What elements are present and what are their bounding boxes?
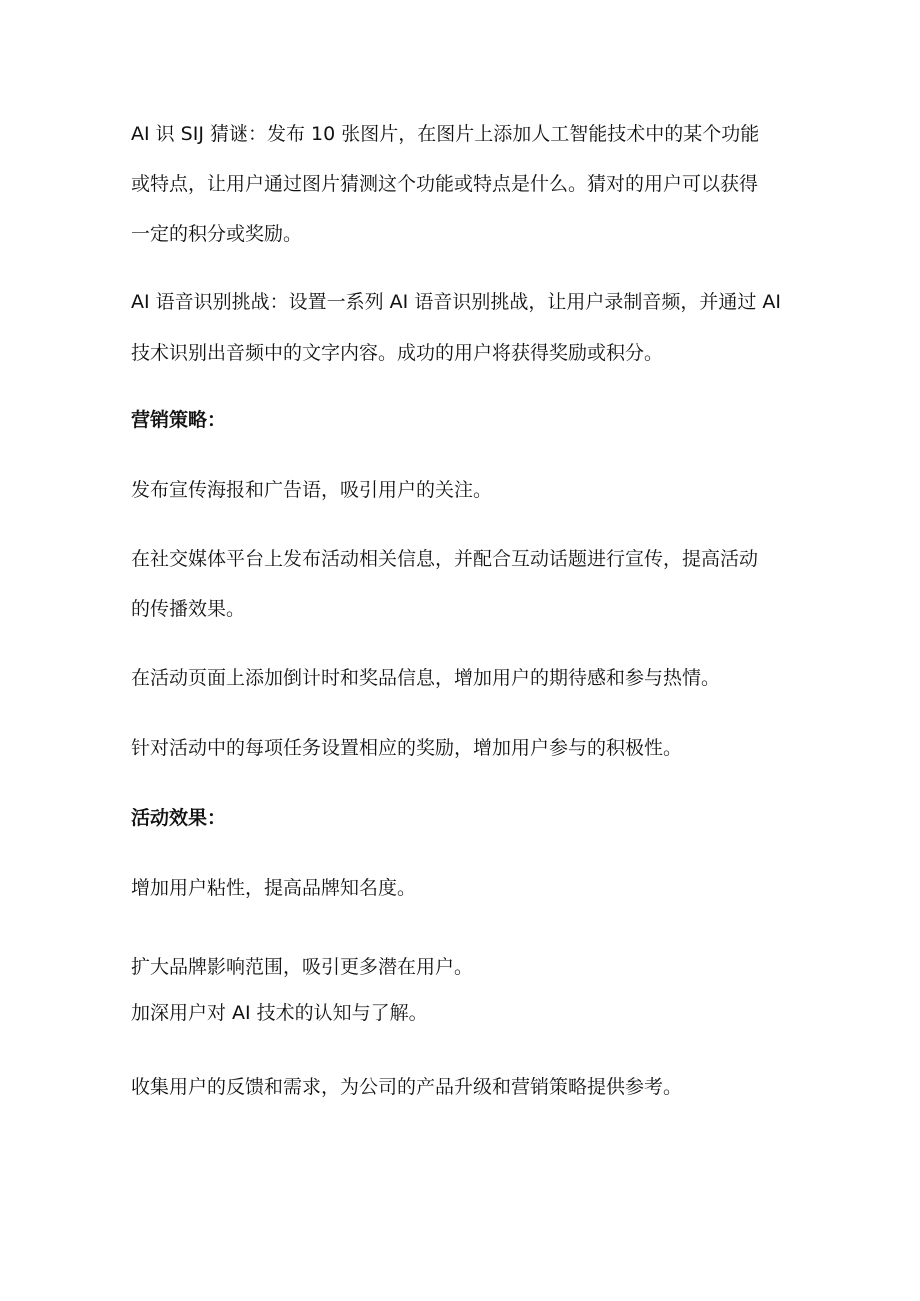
marketing-item: 针对活动中的每项任务设置相应的奖励，增加用户参与的积极性。 (131, 737, 683, 759)
effect-item: 扩大品牌影响范围，吸引更多潜在用户。 (131, 956, 474, 978)
marketing-item: 在活动页面上添加倒计时和奖品信息，增加用户的期待感和参与热情。 (131, 667, 721, 689)
marketing-item: 的传播效果。 (131, 598, 246, 620)
section-heading-effects: 活动效果： (131, 807, 227, 829)
paragraph-line: AI 识 SIJ 猜谜：发布 10 张图片，在图片上添加人工智能技术中的某个功能 (131, 123, 760, 145)
effect-item: 加深用户对 AI 技术的认知与了解。 (131, 1002, 428, 1024)
section-heading-marketing: 营销策略： (131, 409, 227, 431)
paragraph-line: 或特点，让用户通过图片猜测这个功能或特点是什么。猜对的用户可以获得 (131, 173, 759, 195)
marketing-item: 在社交媒体平台上发布活动相关信息，并配合互动话题进行宣传，提高活动 (131, 548, 759, 570)
marketing-item: 发布宣传海报和广告语，吸引用户的关注。 (131, 479, 493, 501)
paragraph-line: AI 语音识别挑战：设置一系列 AI 语音识别挑战，让用户录制音频，并通过 AI (131, 291, 781, 313)
paragraph-line: 一定的积分或奖励。 (131, 223, 303, 245)
effect-item: 收集用户的反馈和需求，为公司的产品升级和营销策略提供参考。 (131, 1076, 683, 1098)
paragraph-line: 技术识别出音频中的文字内容。成功的用户将获得奖励或积分。 (131, 342, 664, 364)
effect-item: 增加用户粘性，提高品牌知名度。 (131, 877, 417, 899)
